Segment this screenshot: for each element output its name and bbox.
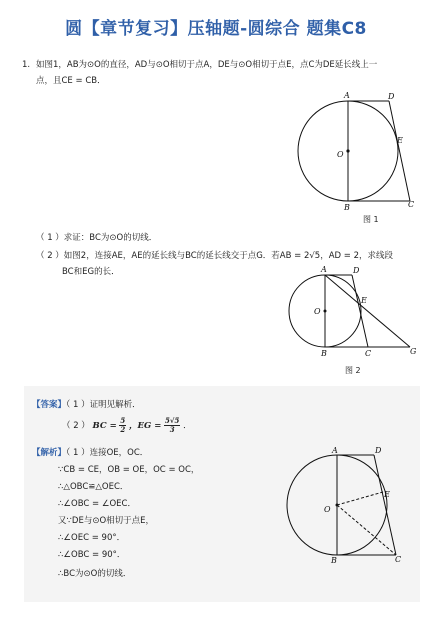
fig3-segment-dc [374,455,396,555]
fig2-label-g: G [410,347,417,356]
problem-stem-line1: 如图1，AB为⊙O的直径，AD与⊙O相切于点A，DE与⊙O相切于点E，点C为DE延长线上一 [36,60,378,70]
fig1-label-a: A [344,91,350,100]
analysis-step-8: ∴BC为⊙O的切线． [58,569,132,579]
problem-part1: （ 1 ）求证：BC为⊙O的切线． [36,233,158,243]
fig2-label-d: D [353,266,360,275]
figure-2-caption: 图 2 [345,366,361,375]
answer-part2-prefix: （ 2 ） [62,421,90,431]
figure-3 [286,438,410,568]
problem-stem-line2: 点，且CE = CB． [36,76,106,86]
problem-part2-line2: BC和EG的长． [62,267,120,277]
fig2-segment-dc [352,275,368,347]
analysis-tag: 【解析】 [32,448,67,458]
analysis-step-5: 又∵DE与⊙O相切于点E， [58,516,155,526]
answer-line2 [62,417,192,434]
figure-1-caption: 图 1 [363,215,379,224]
fig1-label-b: B [344,203,350,212]
fig2-segment-ag [325,275,410,347]
answer-bc-fraction [119,417,126,434]
fig1-label-o: O [337,150,344,159]
fig1-label-d: D [388,92,395,101]
answer-bc-numerator: 5 [120,416,126,425]
fig1-center-dot [346,149,349,152]
analysis-step-7: ∴∠OBC = 90°． [58,550,126,560]
fig1-segment-dc [389,101,410,201]
page-title: 圆【章节复习】压轴题-圆综合 题集C8 [65,19,367,39]
fig1-label-c: C [408,200,415,209]
answer-eg-fraction [164,417,180,434]
fig2-label-o: O [314,307,321,316]
fig3-center-dot [336,504,339,507]
fig3-label-o: O [324,505,331,514]
figure-2 [282,262,424,362]
analysis-line1 [32,447,148,459]
analysis-step-4: ∴∠OBC = ∠OEC． [58,499,136,509]
answer-line1 [32,399,141,411]
answer-part1: （ 1 ）证明见解析． [66,400,141,410]
fig2-center-dot [324,310,327,313]
fig3-label-e: E [384,490,390,499]
fig2-label-e: E [361,296,367,305]
answer-eg-denominator: 3 [169,425,175,434]
answer-line2-end: ． [183,421,192,431]
fig3-label-b: B [331,556,337,565]
problem-part2-line1: （ 2 ）如图2，连接AE，AE的延长线与BC的延长线交于点G．若AB = 2√5，AD = 2，求线段 [36,251,393,261]
answer-bc-label: BC = [92,421,117,431]
fig3-label-c: C [395,555,402,564]
analysis-step-2: ∵CB = CE，OB = OE，OC = OC， [58,465,200,475]
fig3-label-d: D [375,446,382,455]
problem-number: 1. [22,60,31,70]
answer-eg-numerator: 5√5 [165,416,180,425]
answer-tag: 【答案】 [32,400,67,410]
answer-bc-denominator: 2 [120,425,126,434]
fig2-label-a: A [321,265,327,274]
fig1-label-e: E [397,136,403,145]
fig2-label-c: C [365,349,372,358]
analysis-step-3: ∴△OBC≌△OEC． [58,482,129,492]
fig3-dashed-oe [337,492,383,505]
answer-eg-label: ，EG = [129,421,162,431]
analysis-step-6: ∴∠OEC = 90°． [58,533,126,543]
figure-1 [290,88,420,214]
fig2-label-b: B [321,349,327,358]
analysis-step-1: （ 1 ）连接OE，OC． [66,448,149,458]
fig3-label-a: A [332,446,338,455]
